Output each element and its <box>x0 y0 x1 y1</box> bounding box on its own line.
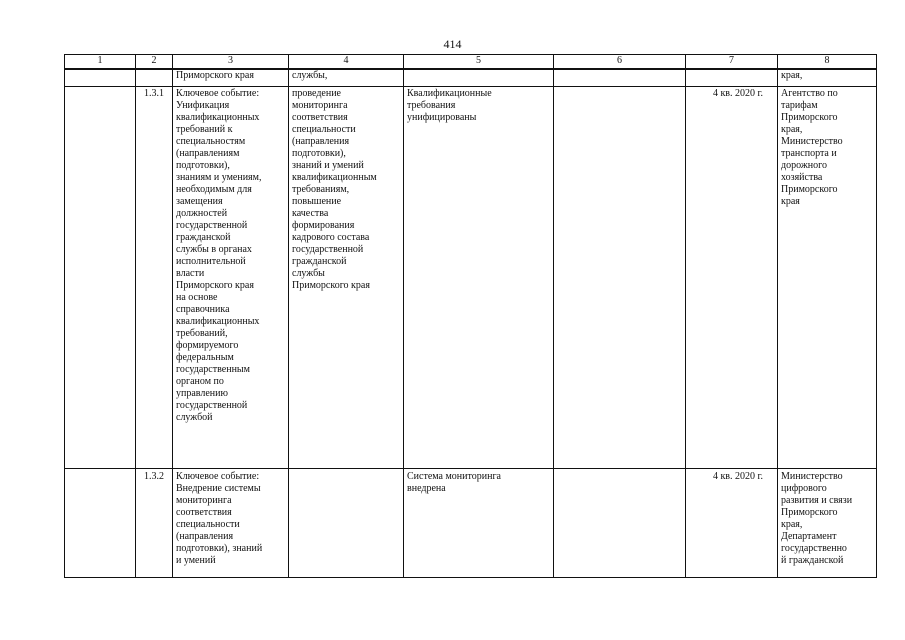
col-header-3: 3 <box>173 55 289 70</box>
plan-table <box>64 54 877 578</box>
table-row <box>65 469 877 578</box>
cell <box>554 69 686 87</box>
table-row <box>65 69 877 87</box>
table-row <box>65 87 877 469</box>
event-description: Ключевое событие: Унификация квалификационных требований к специальностям (направлениям подготовки), знаниям и умениям, необходимым для замещения должностей государственной гражданской службы в органах исполнительной власти Приморского края на основе справочника квалификационных требований, формируемого федеральным государственным органом по управлению государственной службой <box>173 87 289 469</box>
col-header-5: 5 <box>404 55 554 70</box>
responsible: Агентство по тарифам Приморского края, Министерство транспорта и дорожного хозяйства Приморского края <box>778 87 877 469</box>
col-header-4: 4 <box>289 55 404 70</box>
cell: Приморского края <box>173 69 289 87</box>
col-header-1: 1 <box>65 55 136 70</box>
responsible: Министерство цифрового развития и связи Приморского края, Департамент государственно й гражданской <box>778 469 877 578</box>
measure-description: проведение мониторинга соответствия специальности (направления подготовки), знаний и умений квалификационным требованиям, повышение качества формирования кадрового состава государственной гражданской службы Приморского края <box>289 87 404 469</box>
cell <box>65 469 136 578</box>
cell <box>65 69 136 87</box>
expected-result: Система мониторинга внедрена <box>404 469 554 578</box>
cell <box>136 69 173 87</box>
cell <box>554 87 686 469</box>
cell <box>65 87 136 469</box>
expected-result: Квалификационные требования унифицированы <box>404 87 554 469</box>
cell: края, <box>778 69 877 87</box>
event-description: Ключевое событие: Внедрение системы мониторинга соответствия специальности (направления подготовки), знаний и умений <box>173 469 289 578</box>
cell <box>554 469 686 578</box>
item-number: 1.3.1 <box>136 87 173 469</box>
cell <box>404 69 554 87</box>
header-row <box>65 55 877 70</box>
cell: службы, <box>289 69 404 87</box>
item-number: 1.3.2 <box>136 469 173 578</box>
page-number: 414 <box>443 37 462 51</box>
col-header-6: 6 <box>554 55 686 70</box>
col-header-7: 7 <box>686 55 778 70</box>
col-header-8: 8 <box>778 55 877 70</box>
deadline: 4 кв. 2020 г. <box>686 87 778 469</box>
measure-description <box>289 469 404 578</box>
col-header-2: 2 <box>136 55 173 70</box>
cell <box>686 69 778 87</box>
deadline: 4 кв. 2020 г. <box>686 469 778 578</box>
